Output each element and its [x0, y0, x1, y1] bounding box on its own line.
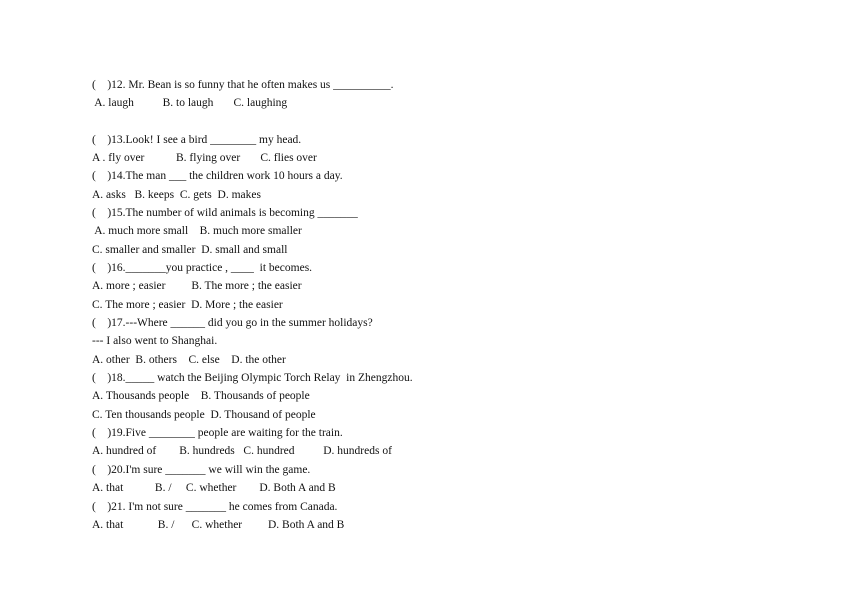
question-16-options-2: C. The more ; easier D. More ; the easier — [92, 299, 283, 311]
question-19-options: A. hundred of B. hundreds C. hundred D. hundreds of — [92, 445, 392, 457]
question-17-response: --- I also went to Shanghai. — [92, 335, 218, 347]
question-15-options-1: A. much more small B. much more smaller — [92, 225, 302, 237]
question-12: ( )12. Mr. Bean is so funny that he often makes us __________. — [92, 79, 394, 91]
question-14: ( )14.The man ___ the children work 10 hours a day. — [92, 170, 343, 182]
question-20-options: A. that B. / C. whether D. Both A and B — [92, 482, 336, 494]
question-21-options: A. that B. / C. whether D. Both A and B — [92, 519, 345, 531]
question-16: ( )16._______you practice , ____ it becomes. — [92, 262, 313, 274]
question-18-options-1: A. Thousands people B. Thousands of people — [92, 390, 310, 402]
question-14-options: A. asks B. keeps C. gets D. makes — [92, 189, 261, 201]
question-20: ( )20.I'm sure _______ we will win the game. — [92, 464, 311, 476]
question-17: ( )17.---Where ______ did you go in the summer holidays? — [92, 317, 373, 329]
question-19: ( )19.Five ________ people are waiting for the train. — [92, 427, 343, 439]
question-17-options: A. other B. others C. else D. the other — [92, 354, 286, 366]
question-15: ( )15.The number of wild animals is becoming _______ — [92, 207, 358, 219]
question-13: ( )13.Look! I see a bird ________ my head. — [92, 134, 302, 146]
question-21: ( )21. I'm not sure _______ he comes from Canada. — [92, 501, 338, 513]
question-18: ( )18._____ watch the Beijing Olympic Torch Relay in Zhengzhou. — [92, 372, 413, 384]
question-16-options-1: A. more ; easier B. The more ; the easier — [92, 280, 302, 292]
question-12-options: A. laugh B. to laugh C. laughing — [92, 97, 288, 109]
question-18-options-2: C. Ten thousands people D. Thousand of people — [92, 409, 316, 421]
question-15-options-2: C. smaller and smaller D. small and small — [92, 244, 288, 256]
question-13-options: A . fly over B. flying over C. flies over — [92, 152, 317, 164]
